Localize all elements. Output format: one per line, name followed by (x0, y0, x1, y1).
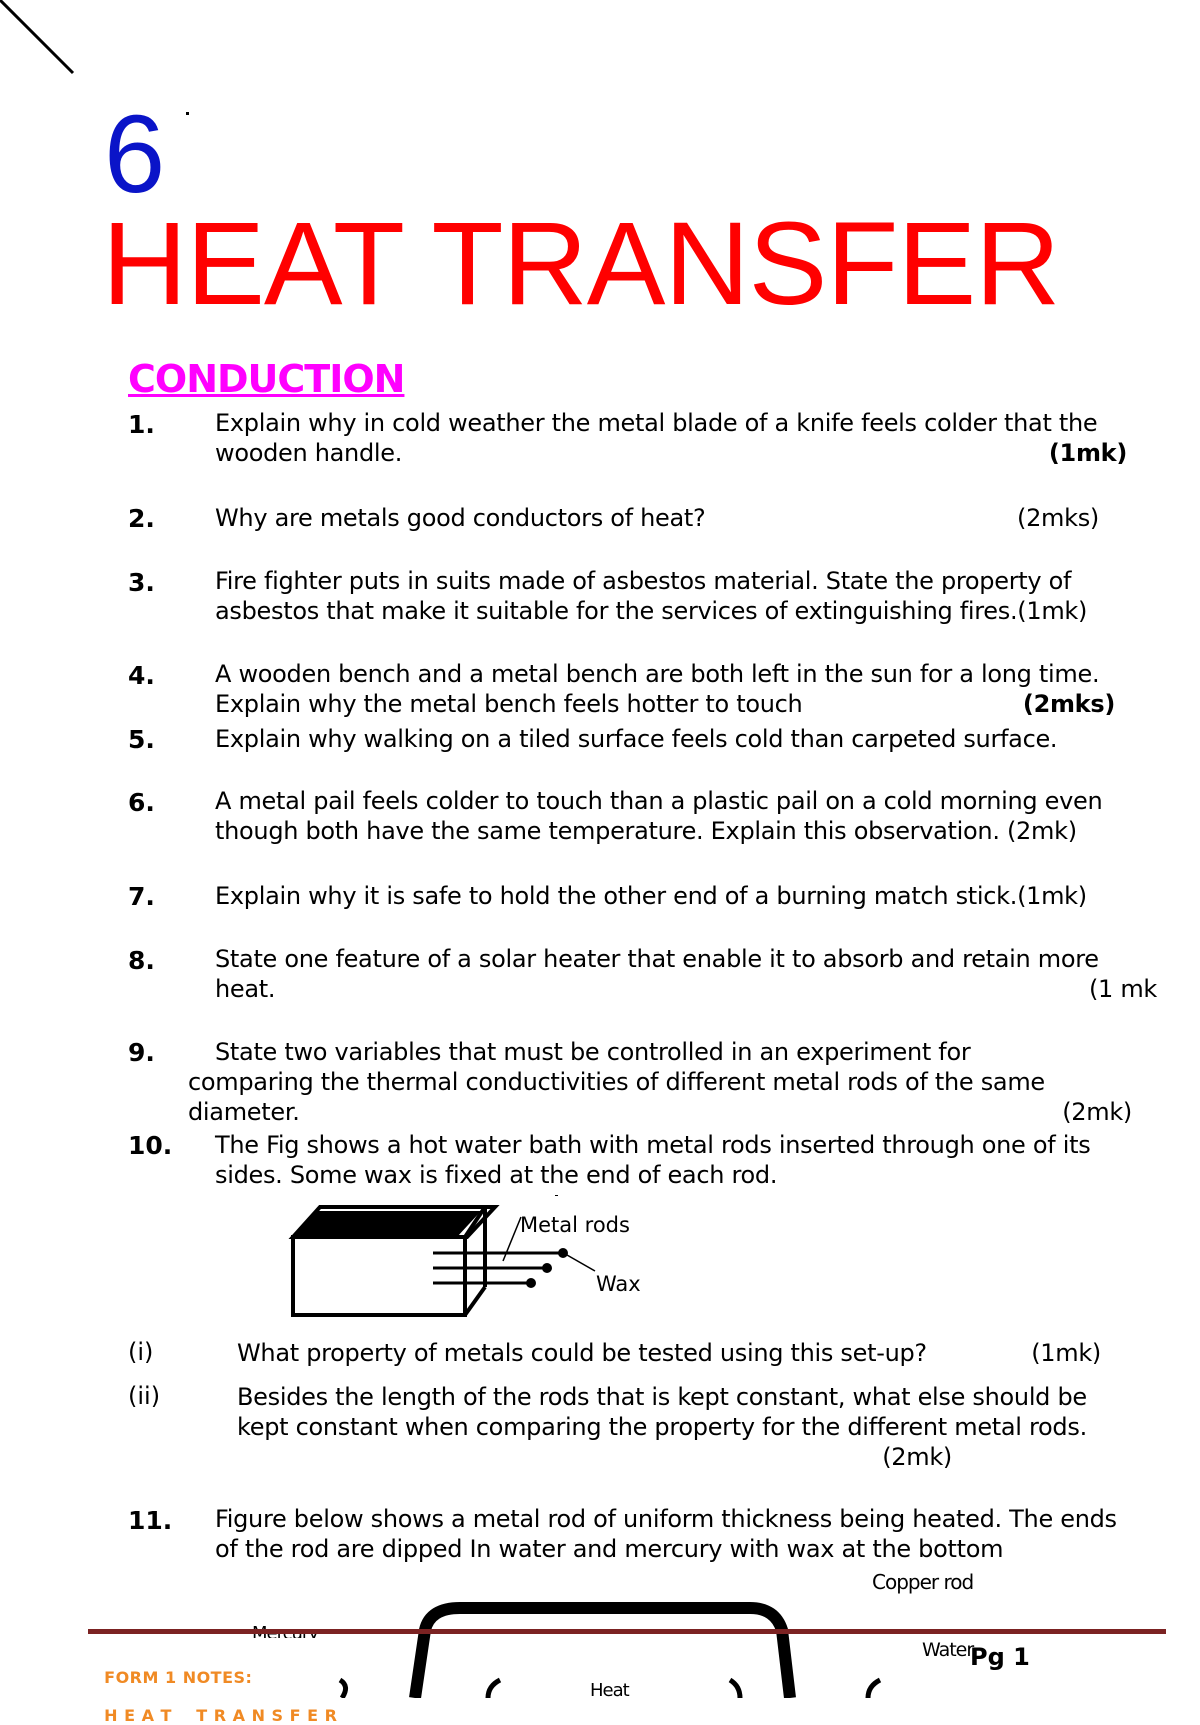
question-text: Figure below shows a metal rod of uniform thickness being heated. The ends of the rod are dipped In water and mercury with wax at the bottom (215, 1505, 1117, 1563)
question-9-continuation (188, 1067, 1148, 1127)
question-6 (215, 786, 1145, 846)
subquestion-marks: (2mk) (882, 1443, 952, 1471)
question-8 (215, 944, 1157, 1004)
copper-rod-figure (320, 1600, 960, 1698)
question-number: 3. (128, 568, 155, 597)
question-number: 6. (128, 788, 155, 817)
question-marks: (1 mk (1088, 975, 1157, 1003)
section-heading: CONDUCTION (128, 357, 405, 401)
question-number: 2. (128, 504, 155, 533)
label-metal-rods: Metal rods (520, 1213, 630, 1237)
question-text: A metal pail feels colder to touch than a plastic pail on a cold morning even though both have the same temperature. Explain this observation. (2mk) (215, 787, 1103, 845)
question-2 (215, 503, 1145, 533)
footer-notes (92, 1649, 337, 1725)
question-number: 1. (128, 410, 155, 439)
question-3 (215, 566, 1145, 626)
label-copper-rod: Copper rod (872, 1570, 974, 1594)
label-water: Water (922, 1639, 974, 1661)
pointer-line (567, 1255, 595, 1271)
question-number: 7. (128, 882, 155, 911)
question-11 (215, 1504, 1145, 1564)
water-surface (293, 1211, 481, 1237)
question-5 (215, 724, 1145, 754)
footer-notes-label: FORM 1 NOTES: (104, 1668, 253, 1687)
question-marks: (2mks) (1017, 504, 1099, 532)
question-text: Why are metals good conductors of heat? (215, 504, 706, 532)
stray-dot (186, 112, 189, 115)
label-heat: Heat (590, 1680, 629, 1701)
question-number: 9. (128, 1038, 155, 1067)
question-marks: (1mk) (1048, 439, 1127, 467)
question-number: 11. (128, 1506, 173, 1535)
question-number: 8. (128, 946, 155, 975)
wax-blob (558, 1248, 568, 1258)
subquestion-text: Besides the length of the rods that is kept constant, what else should be kept constant when comparing the property for the different metal rods. (237, 1383, 1087, 1441)
question-1 (215, 408, 1145, 468)
footer-subject: H E A T T R A N S F E R (104, 1706, 338, 1725)
question-number: 5. (128, 725, 155, 754)
question-text: The Fig shows a hot water bath with metal rods inserted through one of its sides. Some wax is fixed at the end of each rod. (215, 1131, 1091, 1189)
subquestion-label: (ii) (128, 1382, 161, 1410)
question-text: Explain why it is safe to hold the other end of a burning match stick.(1mk) (215, 882, 1087, 910)
chapter-title: HEAT TRANSFER (102, 198, 1060, 330)
subquestion-ii (237, 1382, 1137, 1472)
question-text: State one feature of a solar heater that enable it to absorb and retain more heat. (215, 945, 1099, 1003)
question-text: A wooden bench and a metal bench are both left in the sun for a long time. Explain why the metal bench feels hotter to touch (215, 660, 1100, 718)
chapter-number: 6 (104, 93, 166, 216)
wax-blob (526, 1278, 536, 1288)
question-4 (215, 659, 1145, 719)
subquestion-i (237, 1338, 1137, 1368)
question-text: comparing the thermal conductivities of different metal rods of the same diameter. (188, 1068, 1045, 1126)
question-9-first-line: State two variables that must be controlled in an experiment for (215, 1038, 971, 1066)
subquestion-marks: (1mk) (1031, 1339, 1101, 1367)
question-text: Explain why walking on a tiled surface feels cold than carpeted surface. (215, 725, 1058, 753)
footer-rule (88, 1629, 1166, 1634)
question-number: 4. (128, 661, 155, 690)
heat-flame (488, 1680, 500, 1698)
label-wax: Wax (596, 1272, 641, 1296)
corner-diagonal-mark (0, 0, 80, 80)
question-text: Explain why in cold weather the metal blade of a knife feels colder that the wooden handle. (215, 409, 1098, 467)
question-10 (215, 1130, 1145, 1190)
question-marks: (2mks) (1022, 690, 1115, 718)
mercury-beaker (340, 1680, 346, 1698)
question-text: Fire fighter puts in suits made of asbestos material. State the property of asbestos that make it suitable for the services of extinguishing fires.(1mk) (215, 567, 1088, 625)
question-7 (215, 881, 1145, 911)
wax-blob (542, 1263, 552, 1273)
subquestion-label: (i) (128, 1338, 154, 1366)
question-marks: (2mk) (1062, 1098, 1132, 1126)
subquestion-text: What property of metals could be tested using this set-up? (237, 1339, 927, 1367)
page-number: Pg 1 (970, 1643, 1030, 1671)
question-number: 10. (128, 1131, 173, 1160)
water-beaker (868, 1680, 880, 1698)
